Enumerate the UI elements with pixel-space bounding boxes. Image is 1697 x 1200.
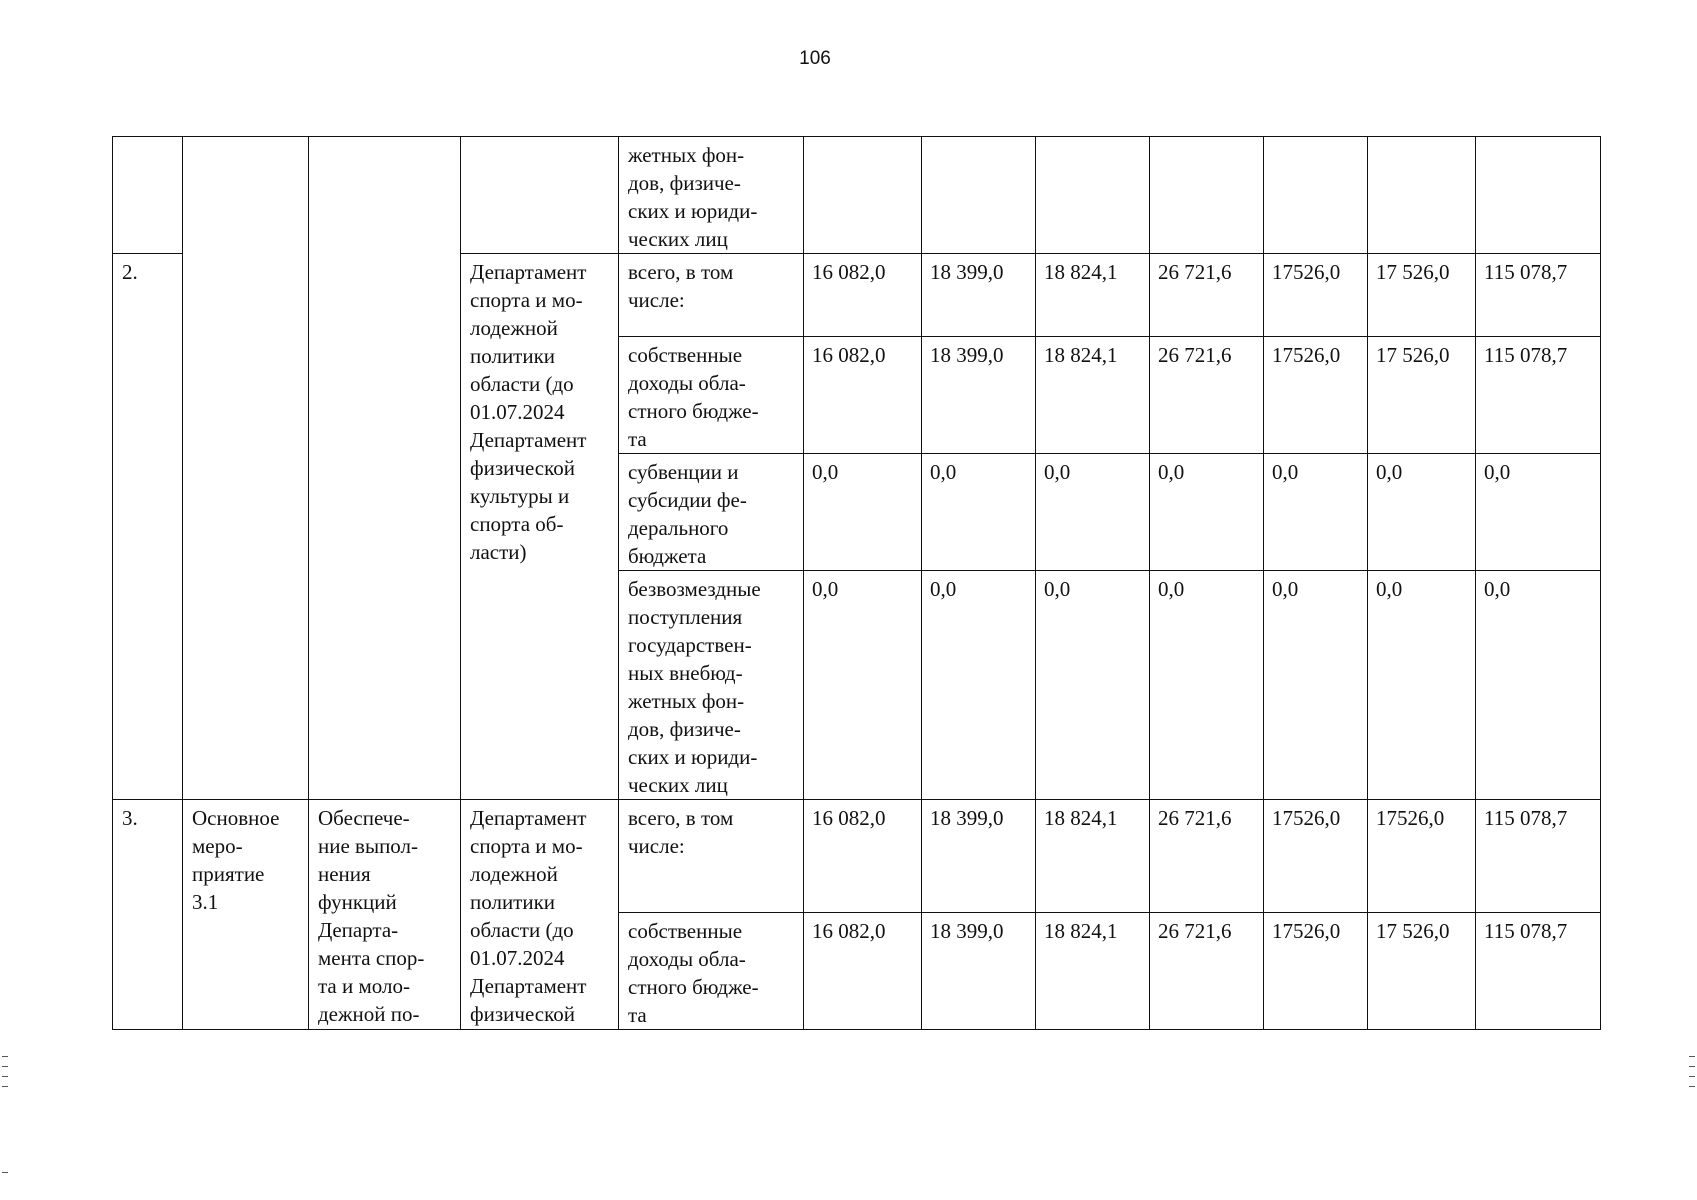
scan-mark [1689, 1086, 1695, 1087]
status-cell: Основное меро- приятие 3.1 [183, 800, 309, 1030]
executor-cell [461, 137, 619, 254]
value-cell [1264, 137, 1368, 254]
value-cell: 0,0 [1476, 571, 1601, 800]
value-cell: 18 399,0 [922, 800, 1036, 913]
scan-mark [1689, 1056, 1695, 1057]
funding-source-cell: субвенции и субсидии фе- дерального бюджета [619, 454, 804, 571]
value-cell: 17526,0 [1264, 913, 1368, 1030]
page-number: 106 [799, 48, 831, 69]
value-cell: 16 082,0 [804, 254, 922, 337]
value-cell: 18 399,0 [922, 337, 1036, 454]
value-cell: 17526,0 [1264, 800, 1368, 913]
value-cell: 0,0 [1036, 571, 1150, 800]
name-cell [309, 137, 461, 800]
value-cell: 16 082,0 [804, 337, 922, 454]
row-number-cell: 2. [113, 254, 183, 800]
value-cell: 18 824,1 [1036, 254, 1150, 337]
row-number-cell: 3. [113, 800, 183, 1030]
value-cell: 17526,0 [1264, 254, 1368, 337]
value-cell: 17 526,0 [1368, 913, 1476, 1030]
value-cell: 17526,0 [1264, 337, 1368, 454]
value-cell: 0,0 [1264, 571, 1368, 800]
value-cell: 26 721,6 [1150, 800, 1264, 913]
value-cell: 17526,0 [1368, 800, 1476, 913]
funding-source-cell: жетных фон- дов, физиче- ских и юриди- ческих лиц [619, 137, 804, 254]
budget-table [112, 136, 1601, 1030]
name-cell: Обеспече- ние выпол- нения функций Дeпарта- мента спор- та и моло- дежной по- [309, 800, 461, 1030]
funding-source-cell: всего, в том числе: [619, 800, 804, 913]
value-cell: 0,0 [1150, 454, 1264, 571]
value-cell [922, 137, 1036, 254]
value-cell: 17 526,0 [1368, 254, 1476, 337]
row-number-cell [113, 137, 183, 254]
value-cell: 0,0 [1036, 454, 1150, 571]
value-cell: 17 526,0 [1368, 337, 1476, 454]
value-cell: 115 078,7 [1476, 913, 1601, 1030]
funding-source-cell: безвозмездные поступления государствен- ных внебюд- жетных фон- дов, физиче- ских и юриди- ческих лиц [619, 571, 804, 800]
value-cell [804, 137, 922, 254]
scan-mark [1689, 1066, 1695, 1067]
value-cell: 26 721,6 [1150, 913, 1264, 1030]
table-row [113, 800, 1601, 913]
value-cell: 0,0 [922, 454, 1036, 571]
value-cell [1368, 137, 1476, 254]
table-row [113, 137, 1601, 254]
value-cell: 115 078,7 [1476, 254, 1601, 337]
value-cell: 115 078,7 [1476, 337, 1601, 454]
value-cell: 0,0 [1150, 571, 1264, 800]
value-cell: 0,0 [922, 571, 1036, 800]
value-cell: 0,0 [804, 454, 922, 571]
executor-cell: Департамент спорта и мо- лодежной политики области (до 01.07.2024 Департамент физической [461, 800, 619, 1030]
value-cell: 0,0 [1368, 454, 1476, 571]
scan-mark [2, 1056, 8, 1057]
scan-mark [2, 1172, 8, 1173]
scan-mark [2, 1066, 8, 1067]
value-cell: 26 721,6 [1150, 254, 1264, 337]
scan-mark [1689, 1076, 1695, 1077]
value-cell [1150, 137, 1264, 254]
value-cell [1476, 137, 1601, 254]
executor-cell: Департамент спорта и мо- лодежной политики области (до 01.07.2024 Департамент физической культуры и спорта об- ласти) [461, 254, 619, 800]
funding-source-cell: собственные доходы обла- стного бюдже- та [619, 337, 804, 454]
funding-source-cell: всего, в том числе: [619, 254, 804, 337]
value-cell: 18 399,0 [922, 254, 1036, 337]
value-cell: 16 082,0 [804, 913, 922, 1030]
value-cell: 26 721,6 [1150, 337, 1264, 454]
status-cell [183, 137, 309, 800]
value-cell: 18 824,1 [1036, 913, 1150, 1030]
value-cell: 0,0 [1368, 571, 1476, 800]
value-cell: 0,0 [804, 571, 922, 800]
value-cell: 0,0 [1264, 454, 1368, 571]
value-cell [1036, 137, 1150, 254]
funding-source-cell: собственные доходы обла- стного бюдже- та [619, 913, 804, 1030]
value-cell: 18 824,1 [1036, 800, 1150, 913]
value-cell: 18 824,1 [1036, 337, 1150, 454]
scan-mark [2, 1076, 8, 1077]
value-cell: 115 078,7 [1476, 800, 1601, 913]
scan-mark [2, 1086, 8, 1087]
value-cell: 0,0 [1476, 454, 1601, 571]
value-cell: 18 399,0 [922, 913, 1036, 1030]
value-cell: 16 082,0 [804, 800, 922, 913]
